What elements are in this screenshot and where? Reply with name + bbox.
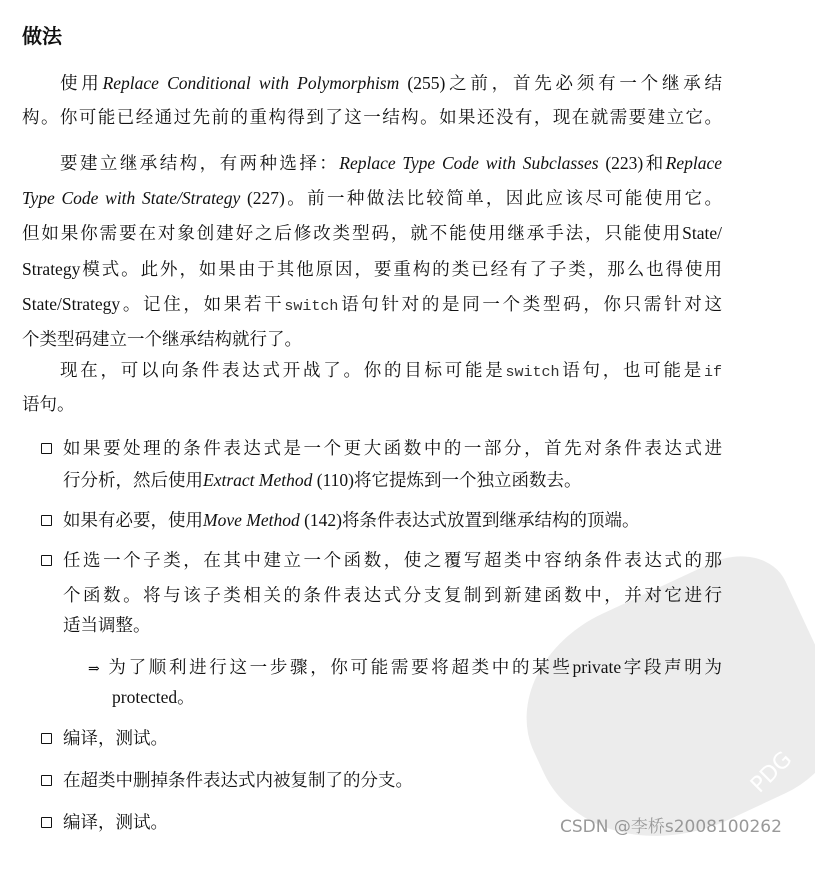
text-segment: (223)和 xyxy=(598,153,666,173)
refactoring-name: Extract Method xyxy=(203,470,313,490)
refactoring-name: Replace Conditional with Polymorphism xyxy=(102,73,400,93)
text-segment: (227)。前一种做法比较简单，因此应该尽可能使用它。 xyxy=(240,188,722,208)
text-segment: 在超类中删掉条件表达式内被复制了的分支。 xyxy=(63,770,413,790)
checkbox-bullet-icon xyxy=(41,817,52,828)
text-line xyxy=(63,436,722,460)
checkbox-bullet-icon xyxy=(41,443,52,454)
text-line xyxy=(60,358,722,385)
text-segment: Strategy模式。此外，如果由于其他原因，要重构的类已经有了子类，那么也得使用 xyxy=(22,259,722,279)
code-keyword: switch xyxy=(505,364,560,381)
text-segment: 如果有必要，使用 xyxy=(63,510,203,530)
text-line xyxy=(63,468,581,492)
text-line xyxy=(60,151,722,175)
text-segment: 使用 xyxy=(60,73,103,93)
text-segment: 适当调整。 xyxy=(63,615,151,635)
refactoring-name: Type Code with State/Strategy xyxy=(22,188,241,208)
text-segment: 任选一个子类，在其中建立一个函数，使之覆写超类中容纳条件表达式的那 xyxy=(63,550,722,570)
refactoring-name: Replace Type Code with Subclasses xyxy=(339,153,599,173)
text-segment: protected。 xyxy=(112,687,195,707)
refactoring-name: Replace xyxy=(665,153,723,173)
text-line xyxy=(22,221,722,245)
text-line xyxy=(22,257,722,281)
checkbox-bullet-icon xyxy=(41,733,52,744)
text-segment: (110)将它提炼到一个独立函数去。 xyxy=(312,470,582,490)
checkbox-bullet-icon xyxy=(41,515,52,526)
text-segment: 个函数。将与该子类相关的条件表达式分支复制到新建函数中，并对它进行 xyxy=(63,585,722,605)
text-segment: 个类型码建立一个继承结构就行了。 xyxy=(22,329,302,349)
text-segment: 要建立继承结构，有两种选择： xyxy=(60,153,340,173)
seal-text: PDG xyxy=(745,746,797,799)
text-segment: 为了顺利进行这一步骤，你可能需要将超类中的某些private字段声明为 xyxy=(105,657,722,677)
text-line xyxy=(63,508,639,532)
text-line xyxy=(22,327,302,351)
text-segment: 如果要处理的条件表达式是一个更大函数中的一部分，首先对条件表达式进 xyxy=(63,438,722,458)
text-segment: 语句，也可能是 xyxy=(559,360,704,380)
checkbox-bullet-icon xyxy=(41,775,52,786)
text-line xyxy=(63,810,168,834)
text-line xyxy=(88,655,722,682)
text-segment: 但如果你需要在对象创建好之后修改类型码，就不能使用继承手法，只能使用State/ xyxy=(22,223,722,243)
text-segment: 现在，可以向条件表达式开战了。你的目标可能是 xyxy=(60,360,506,380)
checkbox-bullet-icon xyxy=(41,555,52,566)
section-heading: 做法 xyxy=(22,24,62,48)
code-keyword: switch xyxy=(284,298,339,315)
text-line xyxy=(63,583,722,607)
text-segment: State/Strategy。记住，如果若干 xyxy=(22,294,285,314)
csdn-watermark: CSDN @李桥s2008100262 xyxy=(560,817,782,837)
text-segment: 编译，测试。 xyxy=(63,812,168,832)
text-segment: (142)将条件表达式放置到继承结构的顶端。 xyxy=(299,510,640,530)
text-segment: 编译，测试。 xyxy=(63,728,168,748)
text-line xyxy=(22,292,722,319)
text-line xyxy=(22,105,722,129)
text-segment: (255)之前，首先必须有一个继承结 xyxy=(399,73,723,93)
text-line xyxy=(63,768,413,792)
text-line xyxy=(22,186,722,210)
code-keyword: if xyxy=(704,364,723,381)
text-segment: 语句针对的是同一个类型码，你只需针对这 xyxy=(338,294,722,314)
text-line xyxy=(63,726,168,750)
text-line xyxy=(112,685,195,709)
text-segment: 语句。 xyxy=(22,394,75,414)
refactoring-name: Move Method xyxy=(203,510,300,530)
text-line xyxy=(63,548,722,572)
implies-arrow-icon: ⇒ xyxy=(88,662,100,677)
text-line xyxy=(63,613,151,637)
text-segment: 构。你可能已经通过先前的重构得到了这一结构。如果还没有，现在就需要建立它。 xyxy=(22,107,722,127)
text-segment: 行分析，然后使用 xyxy=(63,470,203,490)
text-line xyxy=(60,71,722,95)
text-line xyxy=(22,392,75,416)
